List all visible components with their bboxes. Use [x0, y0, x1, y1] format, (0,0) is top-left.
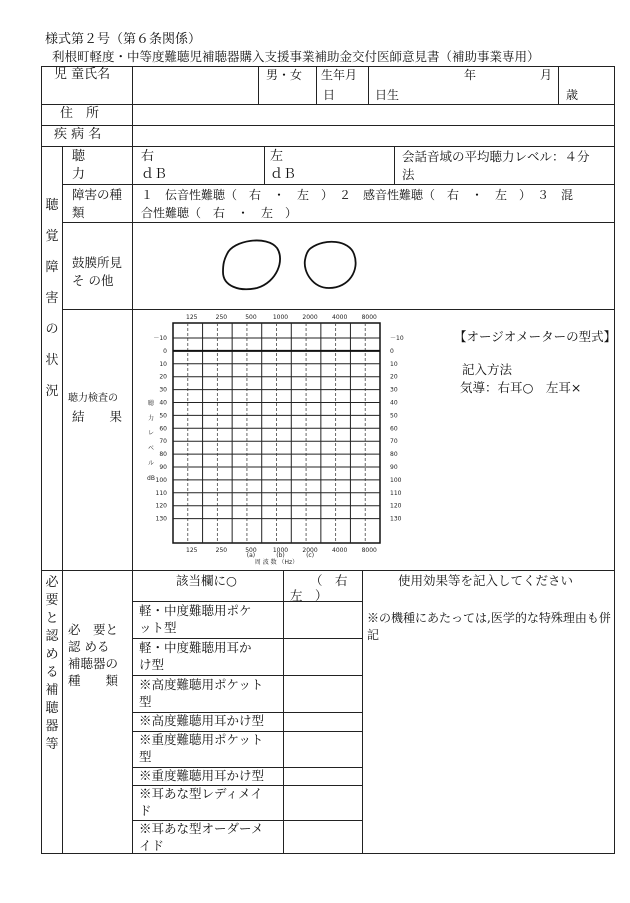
db-tick-label-right: 70	[390, 438, 398, 446]
col-side-header-1: （ 右	[310, 573, 348, 588]
db-tick-label-right: －10	[390, 335, 404, 342]
freq-tick-label-bottom: 4000	[332, 547, 348, 554]
hearing-type-options-2[interactable]: 合性難聴（ 右 ・ 左 ）	[141, 206, 298, 220]
aid-item-label: 型	[139, 749, 152, 764]
aid-item-label: 型	[139, 694, 152, 709]
db-tick-label-right: 120	[390, 502, 402, 510]
db-tick-label-right: 130	[390, 515, 402, 523]
aid-item-label: ※耳あな型レディメイ	[139, 786, 263, 801]
disease-label: 疾 病 名	[54, 127, 102, 142]
db-tick-label-left: 0	[163, 347, 167, 355]
freq-tick-label-top: 8000	[361, 314, 377, 321]
freq-tick-label-bottom: 2000	[302, 547, 318, 554]
left-db-field[interactable]: ｄＢ	[270, 167, 297, 182]
test-label-2: 結 果	[72, 409, 123, 424]
db-tick-label-right: 90	[390, 464, 398, 471]
need-label-4: 種 類	[68, 673, 119, 688]
hearing-type-options-1[interactable]: １ 伝音性難聴（ 右 ・ 左 ） ２ 感音性難聴（ 右 ・ 左 ） ３ 混	[141, 188, 574, 202]
y-axis-label: 聴	[147, 400, 155, 407]
freq-tick-label-top: 125	[186, 314, 198, 321]
freq-tick-label-top: 500	[245, 314, 257, 321]
effect-note: ※の機種にあたっては,医学的な特殊理由も併記	[367, 611, 611, 642]
y-axis-label: dB	[147, 475, 155, 482]
db-tick-label-right: 100	[390, 476, 402, 484]
freq-tick-label-top: 1000	[272, 314, 289, 321]
avg-hearing-label-2: 法	[402, 167, 415, 182]
db-tick-label-left: 120	[155, 502, 167, 510]
need-label-1: 必 要と	[68, 622, 119, 637]
db-tick-label-left: 40	[159, 399, 167, 407]
effect-text-area[interactable]	[364, 645, 614, 853]
freq-letter-label: (a)	[246, 552, 256, 559]
aid-item-label: ット型	[139, 620, 177, 635]
y-axis-label: ル	[147, 460, 155, 467]
db-tick-label-right: 80	[390, 451, 398, 459]
db-tick-label-right: 10	[390, 360, 398, 368]
y-axis-label: レ	[147, 430, 155, 437]
address-field[interactable]	[134, 105, 614, 124]
child-name-label: 児 童氏名	[54, 67, 111, 82]
aid-item-label: ※高度難聴用耳かけ型	[139, 713, 265, 728]
db-tick-label-left: 60	[159, 425, 167, 433]
aid-item-label: ※重度難聴用耳かけ型	[139, 768, 265, 783]
freq-tick-label-bottom: 125	[186, 547, 198, 554]
right-eardrum-shape	[223, 240, 280, 289]
disease-field[interactable]	[134, 126, 614, 145]
freq-tick-label-top: 250	[215, 314, 228, 321]
address-label: 住 所	[60, 106, 100, 121]
type-label-1: 障害の種	[72, 187, 123, 202]
aid-item-label: 軽・中度難聴用耳か	[139, 640, 252, 655]
left-eardrum-shape	[305, 242, 356, 288]
audiometer-title: 【オージオメーターの型式】	[454, 329, 617, 344]
db-tick-label-right: 30	[390, 386, 398, 394]
child-name-field[interactable]	[134, 67, 256, 103]
aid-item-label: ド	[139, 803, 152, 818]
freq-tick-label-top: 4000	[332, 314, 348, 321]
form-number: 様式第２号（第６条関係）	[45, 32, 202, 47]
db-tick-label-left: －10	[153, 335, 167, 342]
need-label-2: 認 める	[68, 639, 110, 654]
day-label: 日生	[375, 88, 400, 102]
db-tick-label-right: 110	[390, 489, 402, 497]
month-label: 月	[540, 68, 553, 82]
year-label: 年	[464, 68, 477, 82]
x-axis-label: 周 波 数 （Hz）	[254, 559, 299, 566]
db-tick-label-left: 130	[155, 515, 167, 523]
freq-letter-label: (c)	[306, 552, 315, 559]
db-tick-label-right: 50	[390, 412, 398, 420]
birth-label-2: 日	[323, 88, 336, 102]
aid-item-label: ※高度難聴用ポケット	[139, 677, 264, 692]
db-tick-label-right: 20	[390, 373, 398, 381]
entry-method-detail: 気導：右耳○ 左耳×	[460, 380, 582, 395]
eardrum-label-2: そ の他	[72, 273, 114, 288]
col-check-header: 該当欄に○	[176, 573, 237, 588]
need-label-3: 補聴器の	[68, 656, 119, 671]
db-tick-label-left: 70	[159, 438, 167, 446]
freq-tick-label-bottom: 500	[245, 547, 257, 554]
right-db-field[interactable]: ｄＢ	[141, 167, 168, 182]
test-label-1: 聴力検査の	[68, 393, 118, 404]
hearing-label-1: 聴	[72, 149, 86, 164]
age-label: 歳	[566, 88, 579, 102]
db-tick-label-right: 0	[390, 347, 394, 355]
db-tick-label-right: 60	[390, 425, 398, 433]
col-effect-header: 使用効果等を記入してください	[398, 573, 574, 588]
db-tick-label-left: 80	[159, 451, 167, 459]
avg-hearing-label-1: 会話音域の平均聴力レベル：４分	[402, 149, 590, 164]
aid-item-label: け型	[139, 657, 165, 672]
freq-tick-label-bottom: 250	[215, 547, 228, 554]
eardrum-diagram[interactable]	[215, 236, 365, 298]
db-tick-label-left: 30	[159, 386, 167, 394]
birth-label-1: 生年月	[321, 68, 358, 82]
form-title: 利根町軽度・中等度難聴児補聴器購入支援事業補助金交付医師意見書（補助事業専用）	[52, 49, 540, 64]
gender-select[interactable]: 男・女	[266, 68, 303, 82]
aid-item-label: 軽・中度難聴用ポケ	[139, 603, 252, 618]
eardrum-label-1: 鼓膜所見	[72, 255, 123, 270]
right-ear-label: 右	[141, 149, 155, 164]
db-tick-label-left: 90	[159, 464, 167, 471]
y-axis-label: 力	[147, 415, 155, 422]
db-tick-label-left: 10	[159, 360, 167, 368]
aid-item-label: ※重度難聴用ポケット	[139, 732, 264, 747]
db-tick-label-left: 100	[155, 476, 167, 484]
aid-item-label: イド	[139, 838, 165, 853]
type-label-2: 類	[72, 205, 85, 220]
entry-method-label: 記入方法	[462, 362, 513, 377]
hearing-label-2: 力	[72, 167, 86, 182]
left-ear-label: 左	[270, 149, 284, 164]
freq-tick-label-bottom: 8000	[361, 547, 377, 554]
col-side-header-2: 左 ）	[290, 588, 328, 603]
db-tick-label-left: 110	[155, 489, 167, 497]
y-axis-label: ベ	[147, 445, 155, 452]
aid-item-label: ※耳あな型オーダーメ	[139, 821, 264, 836]
db-tick-label-left: 50	[159, 412, 167, 420]
audiogram-chart[interactable]	[140, 310, 415, 568]
db-tick-label-left: 20	[159, 373, 167, 381]
freq-tick-label-top: 2000	[302, 314, 318, 321]
db-tick-label-right: 40	[390, 399, 398, 407]
freq-letter-label: (b)	[276, 552, 285, 559]
freq-tick-label-bottom: 1000	[272, 547, 289, 554]
